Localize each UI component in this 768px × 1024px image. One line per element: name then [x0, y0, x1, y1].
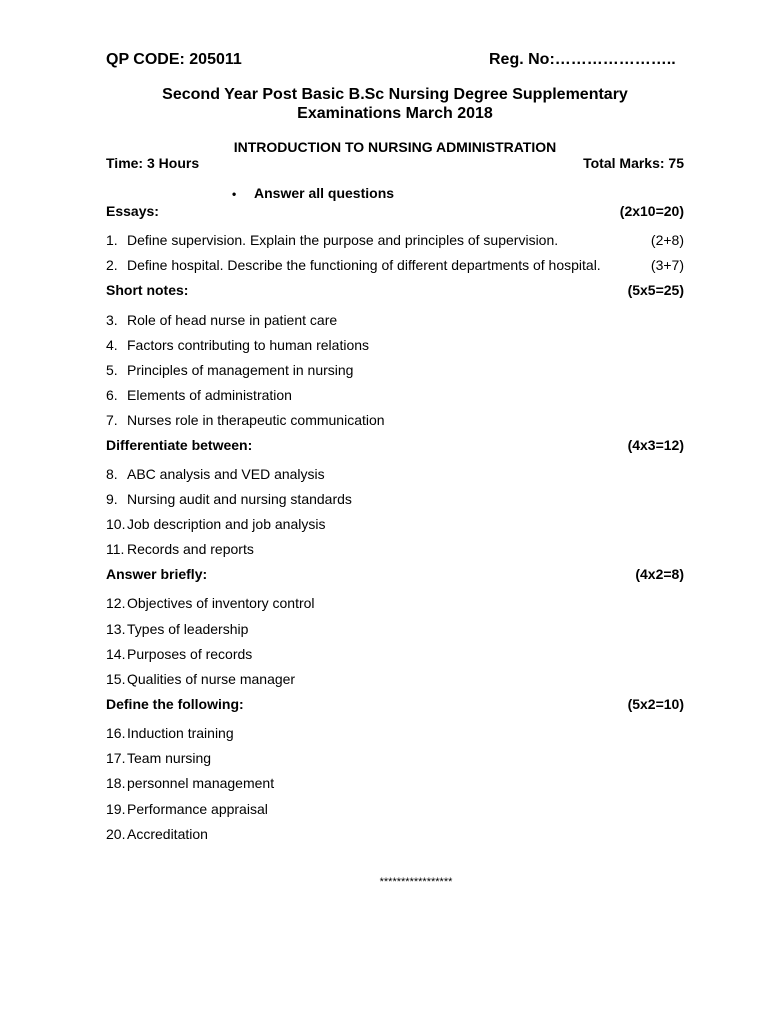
question-number: 1.	[106, 232, 118, 248]
section-marks: (4x3=12)	[627, 437, 684, 453]
question-text: Performance appraisal	[127, 801, 268, 817]
question-number: 4.	[106, 337, 118, 353]
section-marks: (2x10=20)	[619, 203, 684, 219]
question-text: Records and reports	[127, 541, 254, 557]
section-marks: (5x2=10)	[627, 696, 684, 712]
question-number: 20.	[106, 826, 126, 842]
question-item	[106, 750, 684, 766]
question-number: 19.	[106, 801, 126, 817]
question-item	[106, 362, 684, 378]
question-number: 14.	[106, 646, 126, 662]
question-text: ABC analysis and VED analysis	[127, 466, 325, 482]
question-number: 2.	[106, 257, 118, 273]
question-item	[106, 541, 684, 557]
question-text: Objectives of inventory control	[127, 595, 315, 611]
question-item	[106, 466, 684, 482]
question-number: 18.	[106, 775, 126, 791]
instruction-text: Answer all questions	[254, 185, 395, 201]
question-item	[106, 491, 684, 507]
question-text: Purposes of records	[127, 646, 253, 662]
question-number: 5.	[106, 362, 118, 378]
question-text: Principles of management in nursing	[127, 362, 354, 378]
section-heading: Short notes:	[106, 282, 189, 298]
qp-code: QP CODE: 205011	[106, 51, 242, 68]
question-number: 3.	[106, 312, 118, 328]
question-item	[106, 387, 684, 403]
bullet-icon: •	[232, 187, 237, 201]
question-number: 7.	[106, 412, 118, 428]
question-number: 12.	[106, 595, 126, 611]
section-heading: Define the following:	[106, 696, 244, 712]
subject-title: INTRODUCTION TO NURSING ADMINISTRATION	[233, 139, 557, 155]
exam-title-line1: Second Year Post Basic B.Sc Nursing Degree Supplementary	[162, 86, 628, 103]
section-heading-define	[106, 696, 684, 712]
question-text: Nurses role in therapeutic communication	[127, 412, 385, 428]
question-number: 8.	[106, 466, 118, 482]
question-item	[106, 725, 684, 741]
question-text: Define supervision. Explain the purpose and principles of supervision.	[127, 232, 559, 248]
question-text: Job description and job analysis	[127, 516, 326, 532]
reg-no: Reg. No:…………………..	[489, 51, 676, 68]
question-item	[106, 621, 684, 637]
question-number: 6.	[106, 387, 118, 403]
question-item	[106, 671, 684, 687]
question-item	[106, 801, 684, 817]
question-marks: (2+8)	[650, 232, 684, 248]
question-item	[106, 826, 684, 842]
question-number: 17.	[106, 750, 126, 766]
question-number: 16.	[106, 725, 126, 741]
question-number: 13.	[106, 621, 126, 637]
question-number: 11.	[106, 541, 125, 557]
end-marker: *****************	[379, 876, 453, 888]
question-text: Types of leadership	[127, 621, 249, 637]
section-heading-differentiate	[106, 437, 684, 453]
question-item	[106, 257, 684, 273]
question-item	[106, 312, 684, 328]
question-text: Elements of administration	[127, 387, 292, 403]
section-marks: (5x5=25)	[627, 282, 684, 298]
section-heading: Differentiate between:	[106, 437, 253, 453]
question-text: Nursing audit and nursing standards	[127, 491, 352, 507]
question-item	[106, 337, 684, 353]
question-text: Team nursing	[127, 750, 212, 766]
question-item	[106, 775, 684, 791]
section-marks: (4x2=8)	[635, 566, 684, 582]
section-heading-short-notes	[106, 282, 684, 298]
question-item	[106, 412, 684, 428]
section-heading: Answer briefly:	[106, 566, 208, 582]
section-heading-answer-briefly	[106, 566, 684, 582]
question-item	[106, 646, 684, 662]
question-item	[106, 516, 684, 532]
question-item	[106, 232, 684, 248]
question-marks: (3+7)	[650, 257, 684, 273]
exam-duration: Time: 3 Hours	[106, 155, 200, 171]
question-item	[106, 595, 684, 611]
question-number: 9.	[106, 491, 118, 507]
question-number: 15.	[106, 671, 126, 687]
instruction	[232, 185, 394, 201]
question-text: Define hospital. Describe the functioning of different departments of hospital.	[127, 257, 601, 273]
question-text: Role of head nurse in patient care	[127, 312, 338, 328]
question-text: Qualities of nurse manager	[127, 671, 296, 687]
question-number: 10.	[106, 516, 126, 532]
section-heading-essays	[106, 203, 684, 219]
exam-title-line2: Examinations March 2018	[297, 105, 493, 122]
section-heading: Essays:	[106, 203, 159, 219]
question-text: Accreditation	[127, 826, 208, 842]
exam-title	[0, 85, 768, 123]
total-marks: Total Marks: 75	[583, 155, 684, 171]
question-text: Factors contributing to human relations	[127, 337, 370, 353]
question-text: Induction training	[127, 725, 234, 741]
question-text: personnel management	[127, 775, 275, 791]
